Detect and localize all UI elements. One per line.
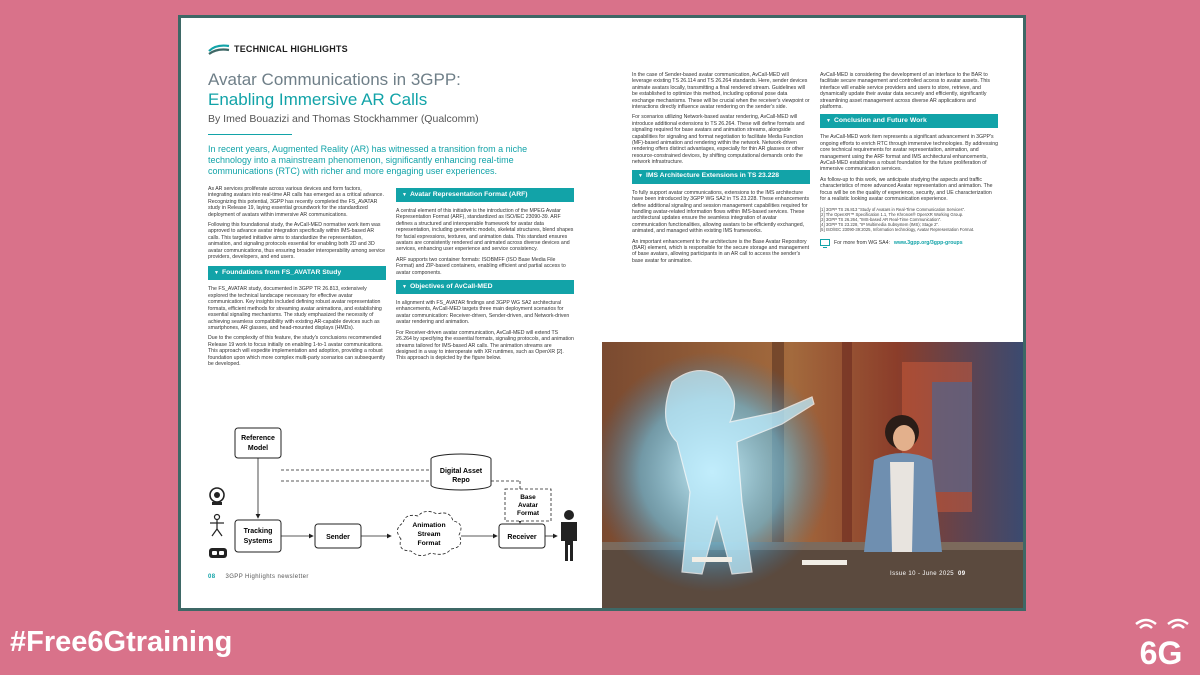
animation-label-2: Stream	[417, 531, 441, 538]
more-info-link[interactable]: www.3gpp.org/3gpp-groups	[893, 239, 963, 246]
reference-model-label-2: Model	[247, 445, 269, 452]
paragraph: For Receiver-driven avatar communication, AvCall-MED will extend TS 26.264 by specifying the essential formats, signaling protocols, and animation streams tailored for IMS-based AR calls. The animation streams are designed in a way to interoperate with XR runtimes, such as OpenXR [2]. This approach is depicted by the figure below.	[396, 329, 574, 362]
footer-left	[208, 574, 309, 580]
tracking-systems-box	[235, 520, 281, 552]
reference-item: [3] 3GPP TS 26.264, "IMS-based AR Real-Time Communication".	[820, 216, 942, 222]
section-heading-arf	[396, 188, 574, 202]
avatar-flow-diagram	[205, 423, 585, 573]
chevron-down-icon: ▼	[638, 173, 643, 180]
paragraph: AvCall-MED is considering the development of an interface to the BAR to facilitate secure management and controlled access to avatar assets. This interface will enable service providers and users to store, retrieve, and dynamically update their avatar data securely and efficiently, significantly streamlining asset management across diverse AR applications and platforms.	[820, 72, 991, 111]
paragraph: The AvCall-MED work item represents a significant advancement in 3GPP's ongoing efforts to enrich RTC through immersive technologies. By addressing core technical requirements for avatar representation, animation, and management using the ARF format and IMS architectural enhancements, AvCall-MED establishes a robust foundation for the future proliferation of immersive communication services.	[820, 134, 999, 173]
column-4	[820, 72, 998, 248]
chevron-down-icon: ▼	[214, 270, 219, 277]
wave-logo-icon	[208, 42, 230, 56]
chevron-down-icon: ▼	[402, 191, 407, 198]
skeleton-tracking-icon	[210, 515, 224, 537]
reference-model-box	[235, 428, 281, 458]
avatar-hologram-photo	[602, 342, 1023, 608]
paragraph: ARF supports two container formats: ISOBMFF (ISO Base Media File Format) and ZIP-based containers, enabling efficient and partial access to avatar components.	[396, 256, 566, 276]
section-heading-label: Objectives of AvCall-MED	[409, 282, 493, 290]
more-info	[820, 239, 998, 248]
paragraph: Due to the complexity of this feature, the study's conclusions recommended Release 19 work to focus initially on enabling 1-to-1 avatar communications. This approach will expedite implementation and adoption, providing a robust foundation upon which more complex multi-party scenarios can subsequently be developed.	[208, 335, 386, 367]
page-number: 09	[958, 571, 966, 577]
digital-asset-label-2: Repo	[452, 477, 470, 484]
right-page	[602, 18, 1023, 608]
reference-item: [5] ISO/IEC 23090-39:2025, Information technology, Avatar Representation Format.	[820, 227, 975, 233]
person-icon	[561, 510, 577, 561]
title-divider	[208, 134, 292, 135]
monitor-icon	[820, 239, 830, 248]
section-heading-objectives	[396, 280, 574, 294]
footer-right	[890, 571, 966, 577]
section-header	[208, 42, 348, 56]
byline: By Imed Bouazizi and Thomas Stockhammer (Qualcomm)	[208, 113, 479, 125]
animation-label-1: Animation	[412, 522, 446, 529]
base-avatar-label-1: Base	[520, 494, 536, 501]
paragraph: The FS_AVATAR study, documented in 3GPP TR 26.813, extensively explored the technical landscape necessary for effective avatar communication. Key insights included defining robust avatar representation formats, efficient methods for streaming avatar animations, and establishing essential signaling mechanisms. The study emphasized the necessity of achieving seamless compatibility with existing AR-capable devices such as smartphones, AR glasses, and head-mounted displays (HMDs).	[208, 286, 382, 331]
section-header-label: TECHNICAL HIGHLIGHTS	[234, 44, 348, 54]
paragraph: In the case of Sender-based avatar communication, AvCall-MED will leverage existing TS 26.114 and TS 26.264 standards. Here, sender devices animate avatars locally, transmitting a final rendered stream. Guidelines will be established to optimize this method, including optional pose data exchange mechanisms. These will be crucial when the receiver's viewpoint or interactions directly influence avatar rendering on the sender's side.	[632, 72, 810, 111]
base-avatar-format-box	[505, 489, 551, 521]
section-heading-label: IMS Architecture Extensions in TS 23.228	[645, 172, 780, 180]
digital-asset-label-1: Digital Asset	[439, 468, 483, 475]
issue-label: Issue 10 - June 2025	[890, 571, 955, 577]
section-heading-label: Conclusion and Future Work	[833, 117, 927, 125]
tracking-label-2: Systems	[243, 538, 273, 545]
article-title	[208, 70, 548, 110]
column-2	[396, 188, 574, 366]
section-heading-label: Avatar Representation Format (ARF)	[409, 190, 528, 198]
references-list	[820, 207, 998, 233]
animation-label-3: Format	[417, 540, 441, 547]
vr-headset-icon	[209, 548, 227, 558]
paragraph: Following this foundational study, the AvCall-MED normative work item was approved to advance avatar integration specifically within IMS-based AR calls. This targeted initiative aims to standardize the representation, animation, and signaling protocols essential for enabling both 2D and 3D avatar communications, thus ensuring broader interoperability among service providers, developers, and end users.	[208, 222, 386, 261]
magazine-spread	[178, 15, 1026, 611]
chevron-down-icon: ▼	[826, 118, 831, 125]
left-page	[181, 18, 602, 608]
reference-item: [1] 3GPP TS 26.813 "Study of Avatars in Real-Time Communication Services".	[820, 206, 966, 212]
chevron-down-icon: ▼	[402, 283, 407, 290]
animation-stream-cloud	[397, 511, 461, 555]
reference-item: [4] 3GPP TS 23.228, "IP Multimedia Subsystem (IMS); Stage 2".	[820, 222, 940, 228]
paragraph: An important enhancement to the architecture is the Base Avatar Repository (BAR) element, which is responsible for the secure storage and management of base avatars, allowing participants in an AR call to access the sender's base avatar for animation.	[632, 238, 810, 264]
section-heading-foundations	[208, 266, 386, 280]
6g-logo	[1132, 618, 1190, 670]
paragraph: As AR services proliferate across various devices and form factors, integrating avatars into real-time AR calls has emerged as a critical advance. Recognizing this potential, 3GPP has recently completed the FS_AVATAR study in Release 19, laying essential groundwork for the standardized deployment of avatars within immersive AR communications.	[208, 186, 384, 218]
title-line-2: Enabling Immersive AR Calls	[208, 90, 428, 109]
more-info-prefix: For more from WG SA4:	[834, 239, 890, 246]
sender-label: Sender	[326, 534, 350, 541]
receiver-label: Receiver	[507, 534, 537, 541]
reference-item: [2] The OpenXR™ Specification 1.1, The Khronos® OpenXR Working Group.	[820, 211, 964, 217]
camera-icon	[210, 488, 224, 505]
paragraph: A central element of this initiative is the introduction of the MPEG Avatar Representation Format (ARF), standardized as ISO/IEC 23090-39. ARF defines a structured and interoperable framework for avatar data representation, including geometric models, skeletal structures, blend shapes for facial expressions, textures, and animation data. This standard ensures avatars are consistently rendered and animated across diverse devices and services, enhancing user experience and service consistency.	[396, 208, 574, 253]
newsletter-name: 3GPP Highlights newsletter	[225, 574, 309, 580]
column-1	[208, 186, 386, 371]
section-heading-label: Foundations from FS_AVATAR Study	[221, 269, 342, 277]
paragraph: As follow-up to this work, we anticipate studying the aspects and traffic characteristics of more advanced Avatar representation and animation. The focus will be on the quality of experience, security, and UE characterization for a realistic looking avatar communication experience.	[820, 176, 993, 203]
hashtag: #Free6Gtraining	[10, 626, 233, 658]
digital-asset-repo	[431, 454, 491, 490]
lead-paragraph: In recent years, Augmented Reality (AR) has witnessed a transition from a niche technology into a mainstream phenomenon, significantly enhancing real-time communications (RTC) with richer and more engaging user experiences.	[208, 144, 528, 176]
paragraph: To fully support avatar communications, extensions to the IMS architecture have been introduced by 3GPP WG SA2 in TS 23.228. These enhancements define additional signaling and session management capabilities required for handling avatar-related information flows within IMS-based services. These architectural updates ensure the seamless integration of avatar communication functionalities, allowing avatars to be efficiently exchanged, animated, and managed within existing IMS frameworks.	[632, 189, 810, 235]
base-avatar-label-2: Avatar	[518, 502, 538, 509]
reference-model-label-1: Reference	[241, 435, 275, 442]
page-number: 08	[208, 574, 216, 580]
paragraph: For scenarios utilizing Network-based avatar rendering, AvCall-MED will introduce additional extensions to TS 26.264. These will define formats and signaling required for base avatars and animation streams, alongside capabilities for signaling and format negotiation to facilitate Media Function (MF)-based animation and rendering within the network. Network-driven rendering offers distinct advantages, especially for thin AR glasses or other resource-constrained devices, by shifting computational demands onto the network infrastructure.	[632, 114, 805, 166]
section-heading-conclusion	[820, 114, 998, 128]
paragraph: In alignment with FS_AVATAR findings and 3GPP WG SA2 architectural enhancements, AvCall-MED targets three main deployment scenarios for avatar communication: Receiver-driven, Sender-driven, and Network-driven avatar rendering and animation.	[396, 300, 570, 326]
receiver-box	[499, 524, 545, 548]
base-avatar-label-3: Format	[516, 510, 540, 517]
sender-box	[315, 524, 361, 548]
column-3	[632, 72, 810, 268]
logo-text: 6G	[1139, 635, 1183, 670]
tracking-label-1: Tracking	[243, 528, 273, 535]
title-line-1: Avatar Communications in 3GPP:	[208, 70, 461, 89]
section-heading-ims	[632, 170, 810, 184]
